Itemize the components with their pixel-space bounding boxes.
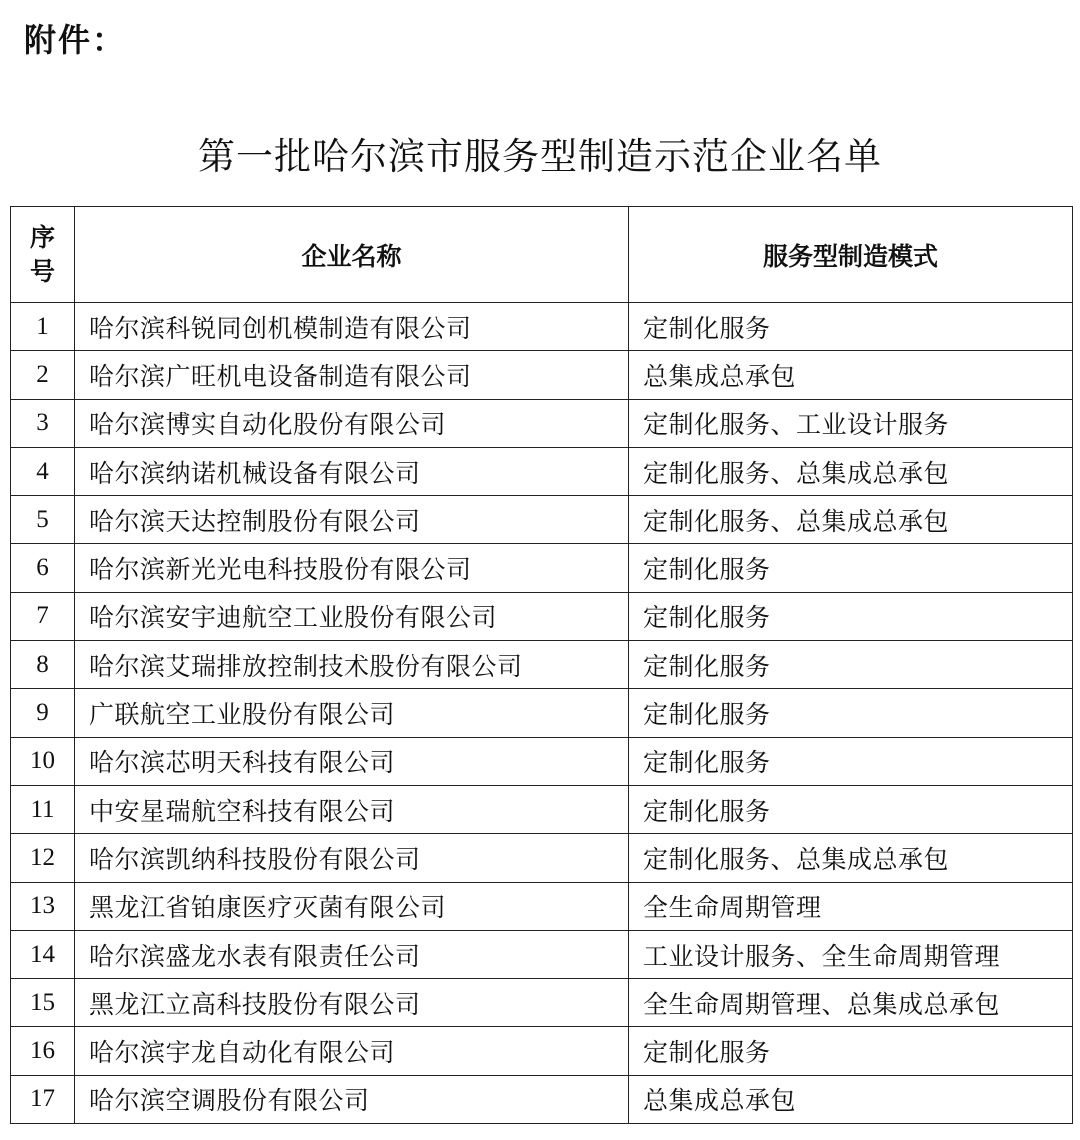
table-header-row [11, 207, 1073, 303]
table-row [11, 496, 1073, 544]
enterprise-name: 哈尔滨盛龙水表有限责任公司 [75, 930, 629, 978]
service-mode: 定制化服务、总集成总承包 [629, 447, 1073, 495]
row-number: 8 [11, 641, 75, 689]
service-mode: 定制化服务 [629, 592, 1073, 640]
service-mode: 定制化服务 [629, 544, 1073, 592]
enterprise-name: 哈尔滨空调股份有限公司 [75, 1075, 629, 1123]
enterprise-name: 黑龙江立高科技股份有限公司 [75, 979, 629, 1027]
enterprise-name: 哈尔滨宇龙自动化有限公司 [75, 1027, 629, 1075]
service-mode: 定制化服务、总集成总承包 [629, 834, 1073, 882]
table-row [11, 1075, 1073, 1123]
table-row [11, 303, 1073, 351]
table-row [11, 351, 1073, 399]
enterprise-name: 哈尔滨广旺机电设备制造有限公司 [75, 351, 629, 399]
enterprise-name: 哈尔滨博实自动化股份有限公司 [75, 399, 629, 447]
service-mode: 定制化服务、工业设计服务 [629, 399, 1073, 447]
enterprise-name: 哈尔滨安宇迪航空工业股份有限公司 [75, 592, 629, 640]
enterprise-name: 中安星瑞航空科技有限公司 [75, 785, 629, 833]
service-mode: 定制化服务 [629, 303, 1073, 351]
document-title: 第一批哈尔滨市服务型制造示范企业名单 [198, 135, 882, 178]
service-mode: 工业设计服务、全生命周期管理 [629, 930, 1073, 978]
row-number: 9 [11, 689, 75, 737]
enterprise-name: 广联航空工业股份有限公司 [75, 689, 629, 737]
service-mode: 定制化服务 [629, 641, 1073, 689]
enterprise-name: 哈尔滨艾瑞排放控制技术股份有限公司 [75, 641, 629, 689]
attachment-label: 附件： [24, 21, 127, 59]
table-row [11, 882, 1073, 930]
table-row [11, 979, 1073, 1027]
table-row [11, 785, 1073, 833]
enterprise-name: 黑龙江省铂康医疗灭菌有限公司 [75, 882, 629, 930]
table-row [11, 689, 1073, 737]
row-number: 1 [11, 303, 75, 351]
table-row [11, 834, 1073, 882]
table-row [11, 737, 1073, 785]
enterprise-name: 哈尔滨科锐同创机模制造有限公司 [75, 303, 629, 351]
column-header-no-line1: 序 [29, 222, 55, 252]
row-number: 17 [11, 1075, 75, 1123]
enterprise-name: 哈尔滨天达控制股份有限公司 [75, 496, 629, 544]
column-header-mode: 服务型制造模式 [629, 207, 1073, 303]
row-number: 16 [11, 1027, 75, 1075]
service-mode: 定制化服务 [629, 689, 1073, 737]
row-number: 12 [11, 834, 75, 882]
table-row [11, 1027, 1073, 1075]
row-number: 14 [11, 930, 75, 978]
service-mode: 总集成总承包 [629, 351, 1073, 399]
column-header-no [11, 207, 75, 303]
service-mode: 定制化服务、总集成总承包 [629, 496, 1073, 544]
table-row [11, 447, 1073, 495]
table-row [11, 641, 1073, 689]
row-number: 13 [11, 882, 75, 930]
row-number: 6 [11, 544, 75, 592]
row-number: 7 [11, 592, 75, 640]
enterprise-name: 哈尔滨芯明天科技有限公司 [75, 737, 629, 785]
table-row [11, 399, 1073, 447]
row-number: 3 [11, 399, 75, 447]
table-row [11, 592, 1073, 640]
column-header-name: 企业名称 [75, 207, 629, 303]
service-mode: 定制化服务 [629, 1027, 1073, 1075]
service-mode: 全生命周期管理 [629, 882, 1073, 930]
table-row [11, 930, 1073, 978]
service-mode: 定制化服务 [629, 785, 1073, 833]
enterprise-name: 哈尔滨新光光电科技股份有限公司 [75, 544, 629, 592]
row-number: 15 [11, 979, 75, 1027]
row-number: 4 [11, 447, 75, 495]
row-number: 11 [11, 785, 75, 833]
enterprise-table [10, 206, 1073, 1124]
enterprise-name: 哈尔滨凯纳科技股份有限公司 [75, 834, 629, 882]
column-header-no-line2: 号 [29, 256, 55, 286]
row-number: 5 [11, 496, 75, 544]
service-mode: 定制化服务 [629, 737, 1073, 785]
service-mode: 全生命周期管理、总集成总承包 [629, 979, 1073, 1027]
enterprise-name: 哈尔滨纳诺机械设备有限公司 [75, 447, 629, 495]
service-mode: 总集成总承包 [629, 1075, 1073, 1123]
table-body [11, 303, 1073, 1124]
table-row [11, 544, 1073, 592]
row-number: 10 [11, 737, 75, 785]
row-number: 2 [11, 351, 75, 399]
